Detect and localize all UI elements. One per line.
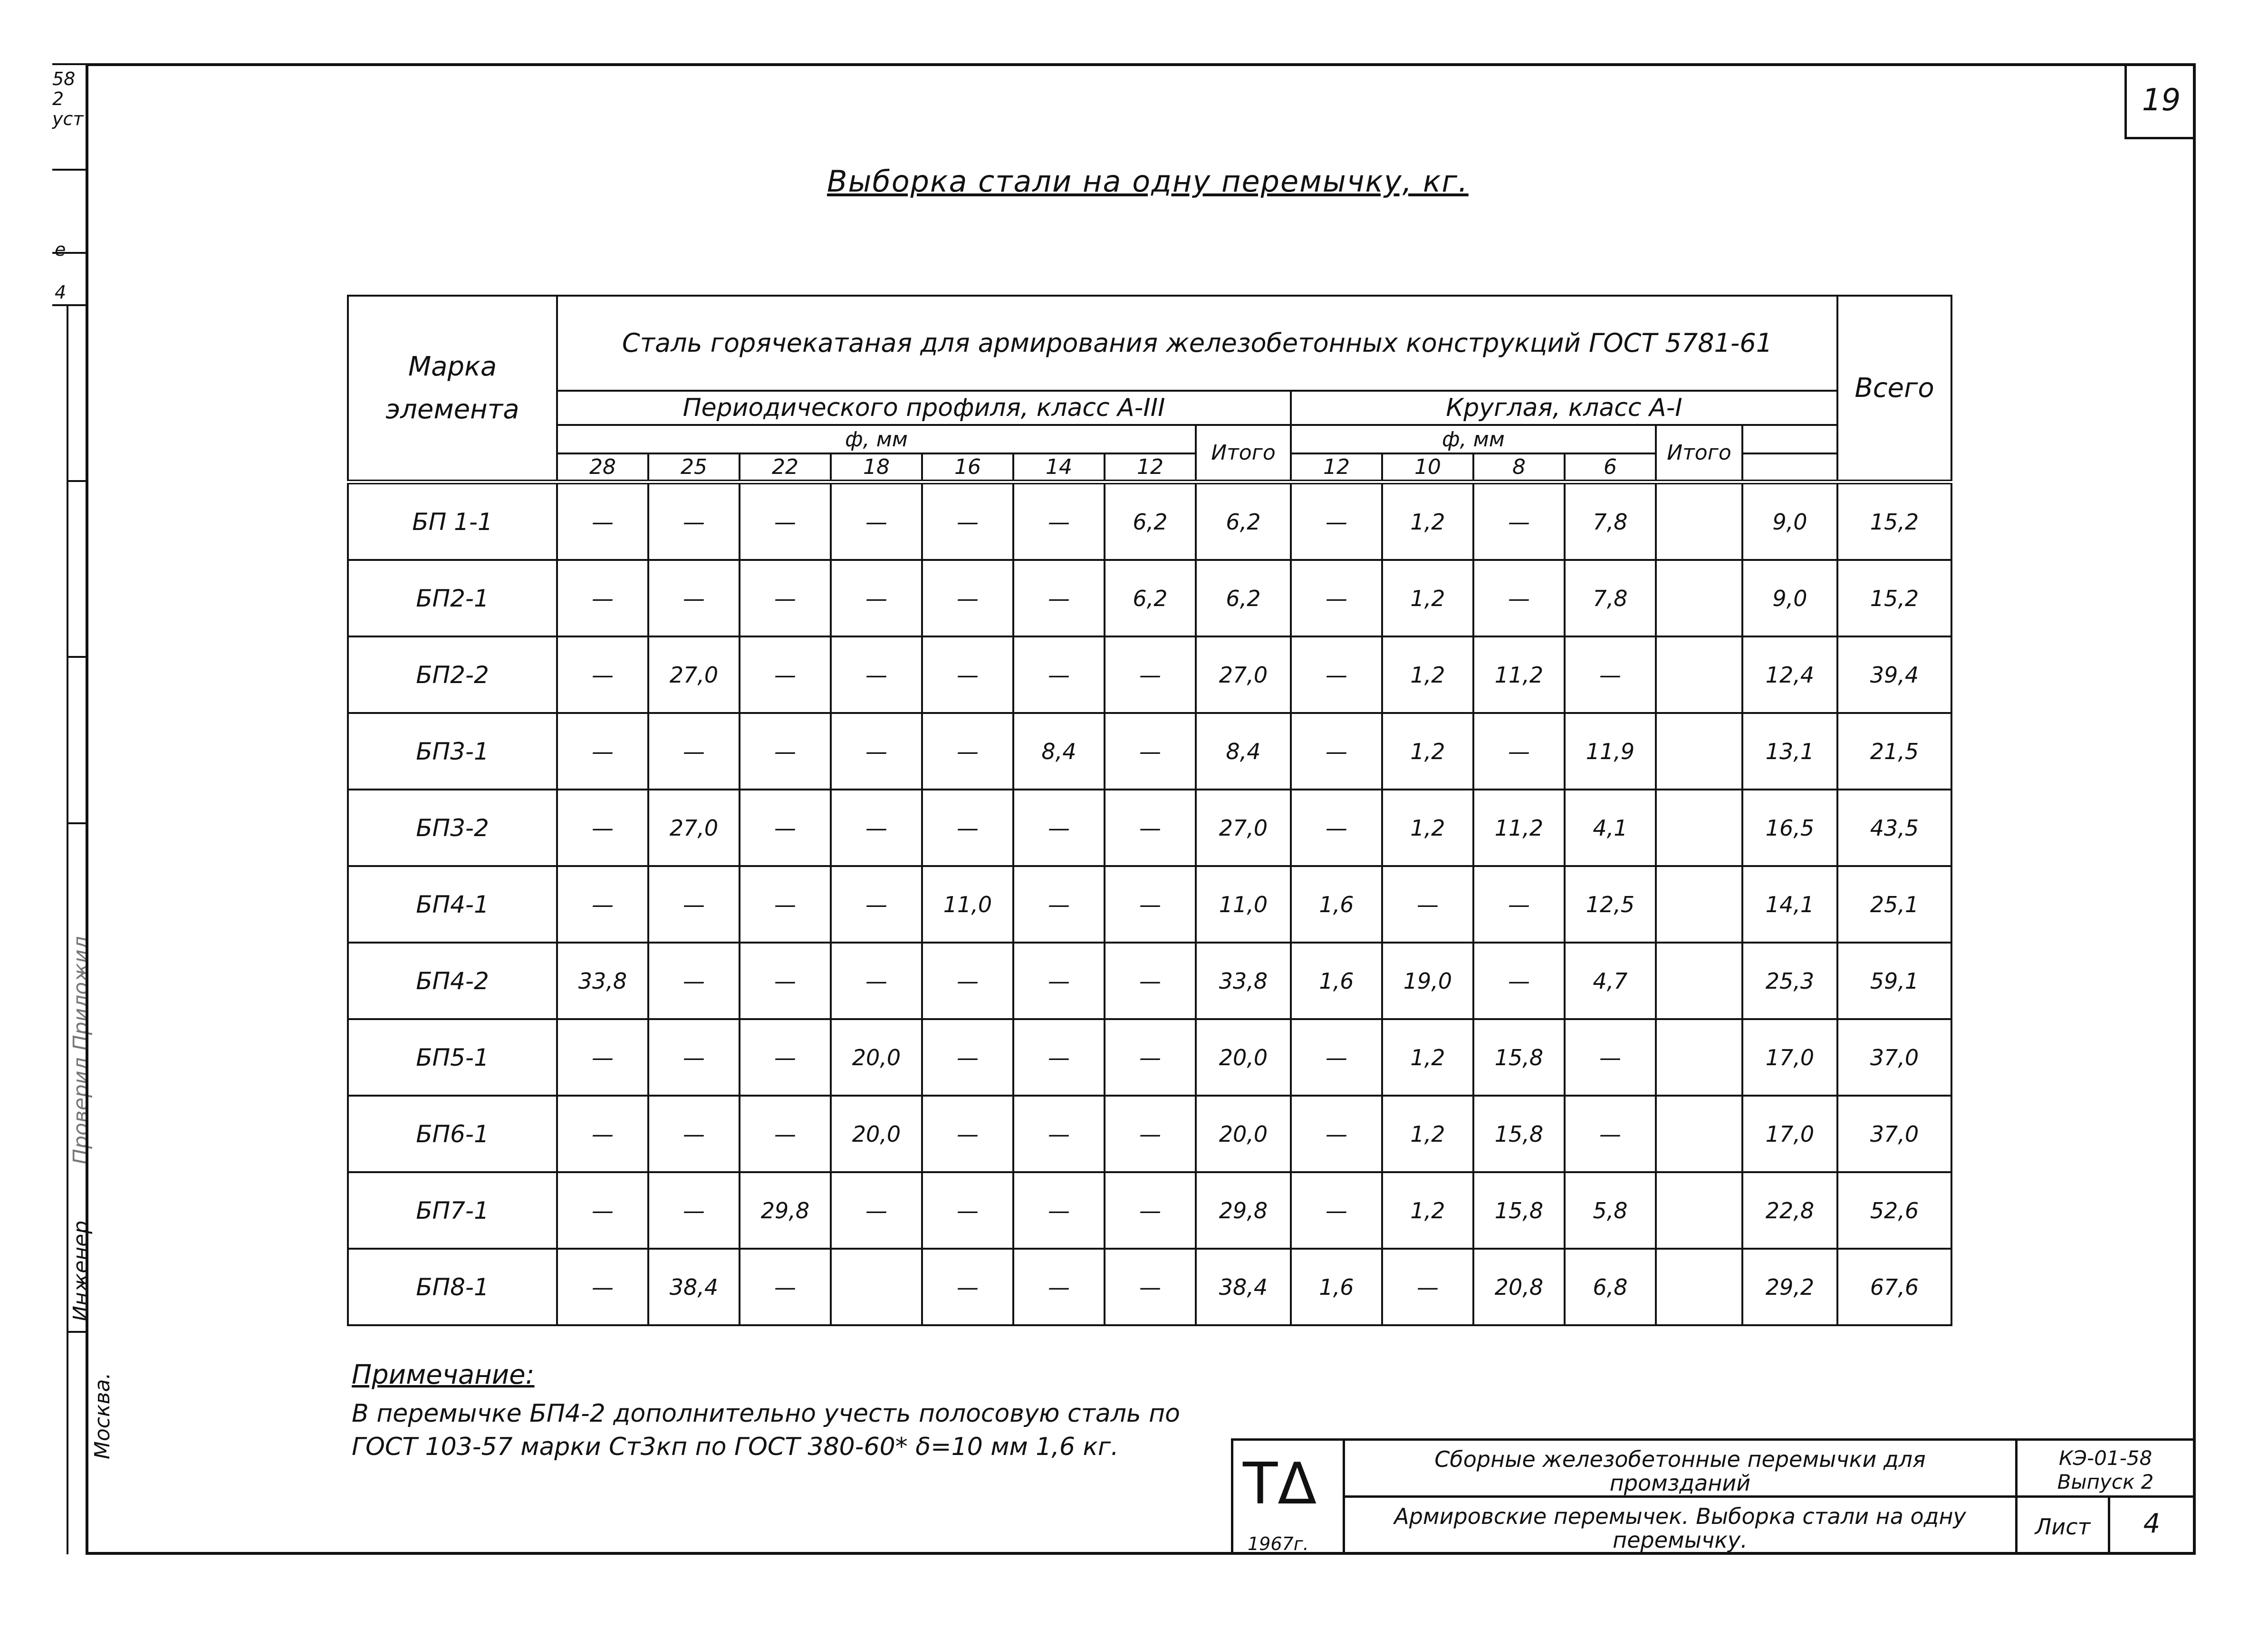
round-value-cell: [1656, 1249, 1742, 1325]
round-value-cell: 1,2: [1382, 560, 1473, 636]
periodic-subtotal-header: Итого: [1196, 425, 1291, 482]
round-value-cell: [1656, 1019, 1742, 1096]
periodic-value-cell: 29,8: [740, 1172, 831, 1249]
periodic-value-cell: —: [831, 790, 922, 866]
table-row: [348, 1249, 1951, 1325]
periodic-value-cell: —: [557, 1249, 648, 1325]
sheet-number-cell: [2108, 1495, 2196, 1555]
periodic-value-cell: —: [831, 1172, 922, 1249]
element-mark-cell: БП2-2: [348, 636, 557, 713]
round-subtotal-cell: 22,8: [1742, 1172, 1837, 1249]
periodic-diameter-header: 14: [1013, 453, 1105, 482]
periodic-value-cell: —: [648, 866, 740, 943]
round-diameter-header: 6: [1565, 453, 1656, 482]
margin-rule: [67, 1331, 86, 1333]
total-column-header: Всего: [1837, 296, 1951, 482]
round-subtotal-header: Итого: [1656, 425, 1742, 482]
org-logo-cell: [1231, 1438, 1345, 1555]
periodic-value-cell: —: [740, 1096, 831, 1172]
table-row: [348, 1019, 1951, 1096]
round-value-cell: 15,8: [1473, 1172, 1565, 1249]
round-value-cell: [1656, 1096, 1742, 1172]
round-value-cell: 11,2: [1473, 790, 1565, 866]
periodic-value-cell: —: [1013, 1019, 1105, 1096]
round-subtotal-cell: 29,2: [1742, 1249, 1837, 1325]
periodic-value-cell: 27,0: [648, 790, 740, 866]
periodic-value-cell: —: [1013, 943, 1105, 1019]
periodic-value-cell: —: [1105, 713, 1196, 790]
round-value-cell: 7,8: [1565, 482, 1656, 560]
margin-rule: [52, 252, 86, 254]
periodic-value-cell: 27,0: [648, 636, 740, 713]
margin-faint-label: Проверил Приложил: [69, 936, 93, 1165]
note-heading: Примечание:: [352, 1359, 535, 1390]
periodic-value-cell: 20,0: [831, 1019, 922, 1096]
total-cell: 59,1: [1837, 943, 1951, 1019]
margin-rule: [52, 63, 86, 65]
round-value-cell: 1,2: [1382, 1019, 1473, 1096]
round-value-cell: 1,6: [1291, 1249, 1382, 1325]
round-value-cell: [1656, 482, 1742, 560]
element-mark-cell: БП7-1: [348, 1172, 557, 1249]
periodic-diameter-header: 12: [1105, 453, 1196, 482]
round-value-cell: 1,2: [1382, 713, 1473, 790]
margin-rule: [67, 656, 86, 658]
round-value-cell: 4,7: [1565, 943, 1656, 1019]
round-value-cell: —: [1291, 713, 1382, 790]
round-value-cell: 19,0: [1382, 943, 1473, 1019]
periodic-value-cell: —: [740, 482, 831, 560]
note-block: [352, 1359, 1207, 1464]
round-value-cell: [1656, 1172, 1742, 1249]
element-mark-cell: БП2-1: [348, 560, 557, 636]
periodic-subtotal-cell: 27,0: [1196, 636, 1291, 713]
sheet-title: Армировские перемычек. Выборка стали на одну перемычку.: [1394, 1503, 1966, 1553]
periodic-value-cell: —: [648, 482, 740, 560]
periodic-value-cell: —: [831, 560, 922, 636]
round-value-cell: —: [1291, 560, 1382, 636]
periodic-value-cell: [831, 1249, 922, 1325]
round-value-cell: 5,8: [1565, 1172, 1656, 1249]
element-mark-cell: БП5-1: [348, 1019, 557, 1096]
round-value-cell: 11,2: [1473, 636, 1565, 713]
round-value-cell: —: [1291, 1096, 1382, 1172]
periodic-subtotal-cell: 11,0: [1196, 866, 1291, 943]
periodic-value-cell: —: [740, 1019, 831, 1096]
margin-city-label: Москва.: [90, 1372, 115, 1459]
round-value-cell: 15,8: [1473, 1019, 1565, 1096]
margin-stamp-mid: [55, 228, 66, 314]
periodic-subtotal-cell: 20,0: [1196, 1096, 1291, 1172]
periodic-value-cell: —: [1105, 866, 1196, 943]
periodic-subtotal-cell: 33,8: [1196, 943, 1291, 1019]
periodic-value-cell: —: [648, 1019, 740, 1096]
periodic-value-cell: —: [922, 713, 1013, 790]
round-value-cell: 1,2: [1382, 1096, 1473, 1172]
round-value-cell: [1656, 790, 1742, 866]
periodic-value-cell: —: [557, 1019, 648, 1096]
periodic-diameter-header: 18: [831, 453, 922, 482]
code-cell: [2015, 1438, 2196, 1498]
periodic-subtotal-cell: 8,4: [1196, 713, 1291, 790]
periodic-value-cell: —: [648, 713, 740, 790]
periodic-subtotal-cell: 6,2: [1196, 482, 1291, 560]
round-value-cell: [1656, 713, 1742, 790]
periodic-value-cell: 11,0: [922, 866, 1013, 943]
round-value-cell: 1,6: [1291, 866, 1382, 943]
round-value-cell: —: [1291, 482, 1382, 560]
round-value-cell: 1,2: [1382, 636, 1473, 713]
periodic-profile-header: Периодического профиля, класс А-III: [557, 391, 1291, 425]
periodic-value-cell: —: [1013, 1249, 1105, 1325]
logo-year: 1967г.: [1248, 1533, 1309, 1554]
margin-rule: [67, 480, 86, 482]
project-title-cell: [1343, 1438, 2018, 1498]
round-value-cell: —: [1565, 1019, 1656, 1096]
periodic-value-cell: —: [831, 636, 922, 713]
periodic-value-cell: 6,2: [1105, 482, 1196, 560]
sheet-number: 4: [2143, 1508, 2161, 1539]
periodic-value-cell: —: [1105, 1096, 1196, 1172]
round-profile-header: Круглая, класс А-I: [1291, 391, 1837, 425]
sheet-label-cell: [2015, 1495, 2110, 1555]
round-subtotal-cell: 9,0: [1742, 560, 1837, 636]
total-cell: 15,2: [1837, 560, 1951, 636]
periodic-subtotal-cell: 27,0: [1196, 790, 1291, 866]
round-value-cell: —: [1473, 943, 1565, 1019]
round-value-cell: [1656, 560, 1742, 636]
periodic-value-cell: —: [557, 866, 648, 943]
round-value-cell: [1656, 866, 1742, 943]
periodic-value-cell: —: [740, 866, 831, 943]
periodic-value-cell: —: [1013, 790, 1105, 866]
total-cell: 43,5: [1837, 790, 1951, 866]
periodic-value-cell: —: [1105, 790, 1196, 866]
periodic-subtotal-cell: 20,0: [1196, 1019, 1291, 1096]
round-value-cell: —: [1473, 713, 1565, 790]
round-value-cell: —: [1473, 866, 1565, 943]
round-value-cell: —: [1382, 1249, 1473, 1325]
periodic-value-cell: —: [557, 790, 648, 866]
periodic-diameter-header: 22: [740, 453, 831, 482]
periodic-value-cell: —: [1013, 1172, 1105, 1249]
periodic-value-cell: —: [557, 713, 648, 790]
periodic-value-cell: —: [922, 1019, 1013, 1096]
steel-group-header: Сталь горячекатаная для армирования железобетонных конструкций ГОСТ 5781-61: [557, 296, 1837, 391]
page-title: Выборка стали на одну перемычку, кг.: [827, 164, 1469, 199]
periodic-subtotal-cell: 38,4: [1196, 1249, 1291, 1325]
periodic-value-cell: —: [648, 560, 740, 636]
periodic-value-cell: —: [1013, 482, 1105, 560]
periodic-value-cell: —: [740, 790, 831, 866]
element-mark-cell: БП8-1: [348, 1249, 557, 1325]
table-row: [348, 943, 1951, 1019]
title-block: [1231, 1438, 2196, 1555]
periodic-value-cell: —: [648, 1096, 740, 1172]
margin-engineer-label: Инженер: [69, 1220, 93, 1321]
periodic-value-cell: 6,2: [1105, 560, 1196, 636]
periodic-value-cell: —: [648, 1172, 740, 1249]
note-text: В перемычке БП4-2 дополнительно учесть полосовую сталь по ГОСТ 103-57 марки Ст3кп по ГОСТ 380-60* δ=10 мм 1,6 кг.: [352, 1399, 1180, 1461]
periodic-value-cell: —: [740, 943, 831, 1019]
element-mark-cell: БП4-2: [348, 943, 557, 1019]
mark-column-header: Марка элемента: [348, 296, 557, 482]
total-cell: 15,2: [1837, 482, 1951, 560]
periodic-value-cell: —: [1105, 1172, 1196, 1249]
periodic-value-cell: —: [922, 482, 1013, 560]
periodic-value-cell: 20,0: [831, 1096, 922, 1172]
round-value-cell: 4,1: [1565, 790, 1656, 866]
round-subtotal-cell: 25,3: [1742, 943, 1837, 1019]
round-value-cell: —: [1291, 1172, 1382, 1249]
round-diameter-spacer: [1742, 425, 1837, 453]
periodic-value-cell: —: [831, 943, 922, 1019]
margin-rule: [52, 169, 86, 171]
sheet-label: Лист: [2035, 1514, 2091, 1540]
total-cell: 37,0: [1837, 1096, 1951, 1172]
total-cell: 39,4: [1837, 636, 1951, 713]
table-row: [348, 713, 1951, 790]
periodic-value-cell: —: [1105, 943, 1196, 1019]
periodic-value-cell: —: [1013, 866, 1105, 943]
sheet-title-cell: [1343, 1495, 2018, 1555]
round-value-cell: —: [1291, 1019, 1382, 1096]
periodic-value-cell: —: [831, 713, 922, 790]
periodic-diameter-header: 25: [648, 453, 740, 482]
periodic-diameter-header: 28: [557, 453, 648, 482]
periodic-value-cell: —: [557, 1172, 648, 1249]
element-mark-cell: БП3-1: [348, 713, 557, 790]
periodic-subtotal-cell: 29,8: [1196, 1172, 1291, 1249]
table-row: [348, 790, 1951, 866]
total-cell: 25,1: [1837, 866, 1951, 943]
project-title: Сборные железобетонные перемычки для промзданий: [1434, 1446, 1926, 1496]
round-diameter-header: 8: [1473, 453, 1565, 482]
total-cell: 67,6: [1837, 1249, 1951, 1325]
round-subtotal-cell: 14,1: [1742, 866, 1837, 943]
periodic-value-cell: —: [922, 943, 1013, 1019]
periodic-diameter-header: 16: [922, 453, 1013, 482]
total-cell: 37,0: [1837, 1019, 1951, 1096]
element-mark-cell: БП4-1: [348, 866, 557, 943]
total-cell: 52,6: [1837, 1172, 1951, 1249]
periodic-value-cell: —: [1013, 636, 1105, 713]
round-subtotal-cell: 13,1: [1742, 713, 1837, 790]
org-logo: ТΔ: [1243, 1451, 1317, 1517]
round-diameter-header: 10: [1382, 453, 1473, 482]
periodic-value-cell: —: [557, 636, 648, 713]
table-row: [348, 482, 1951, 560]
round-value-cell: —: [1565, 636, 1656, 713]
round-subtotal-cell: 17,0: [1742, 1019, 1837, 1096]
periodic-value-cell: —: [740, 560, 831, 636]
periodic-value-cell: —: [1105, 1019, 1196, 1096]
round-value-cell: —: [1291, 790, 1382, 866]
periodic-value-cell: 38,4: [648, 1249, 740, 1325]
periodic-value-cell: —: [1105, 636, 1196, 713]
margin-rule: [52, 304, 86, 306]
periodic-value-cell: —: [557, 1096, 648, 1172]
margin-stamp-line: 4: [55, 282, 67, 303]
round-value-cell: 20,8: [1473, 1249, 1565, 1325]
periodic-value-cell: —: [648, 943, 740, 1019]
element-mark-cell: БП6-1: [348, 1096, 557, 1172]
document-code: КЭ-01-58 Выпуск 2: [2057, 1446, 2154, 1493]
periodic-value-cell: —: [1013, 1096, 1105, 1172]
periodic-value-cell: —: [831, 482, 922, 560]
round-value-cell: 11,9: [1565, 713, 1656, 790]
periodic-value-cell: —: [740, 1249, 831, 1325]
table-row: [348, 1096, 1951, 1172]
margin-rule: [67, 822, 86, 824]
table-row: [348, 560, 1951, 636]
round-value-cell: 12,5: [1565, 866, 1656, 943]
periodic-value-cell: —: [740, 636, 831, 713]
round-value-cell: —: [1473, 560, 1565, 636]
round-value-cell: 1,2: [1382, 790, 1473, 866]
round-value-cell: [1656, 636, 1742, 713]
table-row: [348, 1172, 1951, 1249]
periodic-value-cell: —: [740, 713, 831, 790]
element-mark-cell: БП3-2: [348, 790, 557, 866]
round-diameter-header: 12: [1291, 453, 1382, 482]
margin-stamp-top: [52, 69, 84, 129]
periodic-value-cell: 33,8: [557, 943, 648, 1019]
element-mark-cell: БП 1-1: [348, 482, 557, 560]
table-body: [348, 482, 1951, 1325]
periodic-value-cell: —: [831, 866, 922, 943]
round-value-cell: —: [1473, 482, 1565, 560]
round-value-cell: —: [1291, 636, 1382, 713]
round-diameter-label: ф, мм: [1291, 425, 1656, 453]
periodic-value-cell: 8,4: [1013, 713, 1105, 790]
round-value-cell: —: [1382, 866, 1473, 943]
periodic-value-cell: —: [922, 560, 1013, 636]
round-value-cell: [1656, 943, 1742, 1019]
margin-stamp-line: 2: [52, 88, 64, 109]
round-value-cell: 15,8: [1473, 1096, 1565, 1172]
periodic-diameter-label: ф, мм: [557, 425, 1196, 453]
periodic-value-cell: —: [922, 1096, 1013, 1172]
periodic-value-cell: —: [557, 560, 648, 636]
page-number: 19: [2124, 63, 2196, 139]
total-cell: 21,5: [1837, 713, 1951, 790]
round-subtotal-cell: 12,4: [1742, 636, 1837, 713]
periodic-value-cell: —: [922, 1249, 1013, 1325]
round-value-cell: 7,8: [1565, 560, 1656, 636]
periodic-value-cell: —: [557, 482, 648, 560]
round-subtotal-cell: 9,0: [1742, 482, 1837, 560]
periodic-value-cell: —: [1013, 560, 1105, 636]
margin-vertical-rule: [67, 304, 68, 1554]
round-value-cell: —: [1565, 1096, 1656, 1172]
margin-stamp-line: е: [55, 239, 66, 260]
steel-schedule-table: [347, 295, 1952, 1326]
round-diameter-header: [1742, 453, 1837, 482]
margin-stamp-line: уст: [52, 108, 84, 129]
round-subtotal-cell: 16,5: [1742, 790, 1837, 866]
round-subtotal-cell: 17,0: [1742, 1096, 1837, 1172]
periodic-subtotal-cell: 6,2: [1196, 560, 1291, 636]
periodic-value-cell: —: [1105, 1249, 1196, 1325]
round-value-cell: 1,2: [1382, 1172, 1473, 1249]
periodic-value-cell: —: [922, 636, 1013, 713]
round-value-cell: 1,6: [1291, 943, 1382, 1019]
table-row: [348, 866, 1951, 943]
table-row: [348, 636, 1951, 713]
periodic-value-cell: —: [922, 1172, 1013, 1249]
periodic-value-cell: —: [922, 790, 1013, 866]
round-value-cell: 1,2: [1382, 482, 1473, 560]
margin-stamp-line: 58: [52, 68, 76, 89]
round-value-cell: 6,8: [1565, 1249, 1656, 1325]
